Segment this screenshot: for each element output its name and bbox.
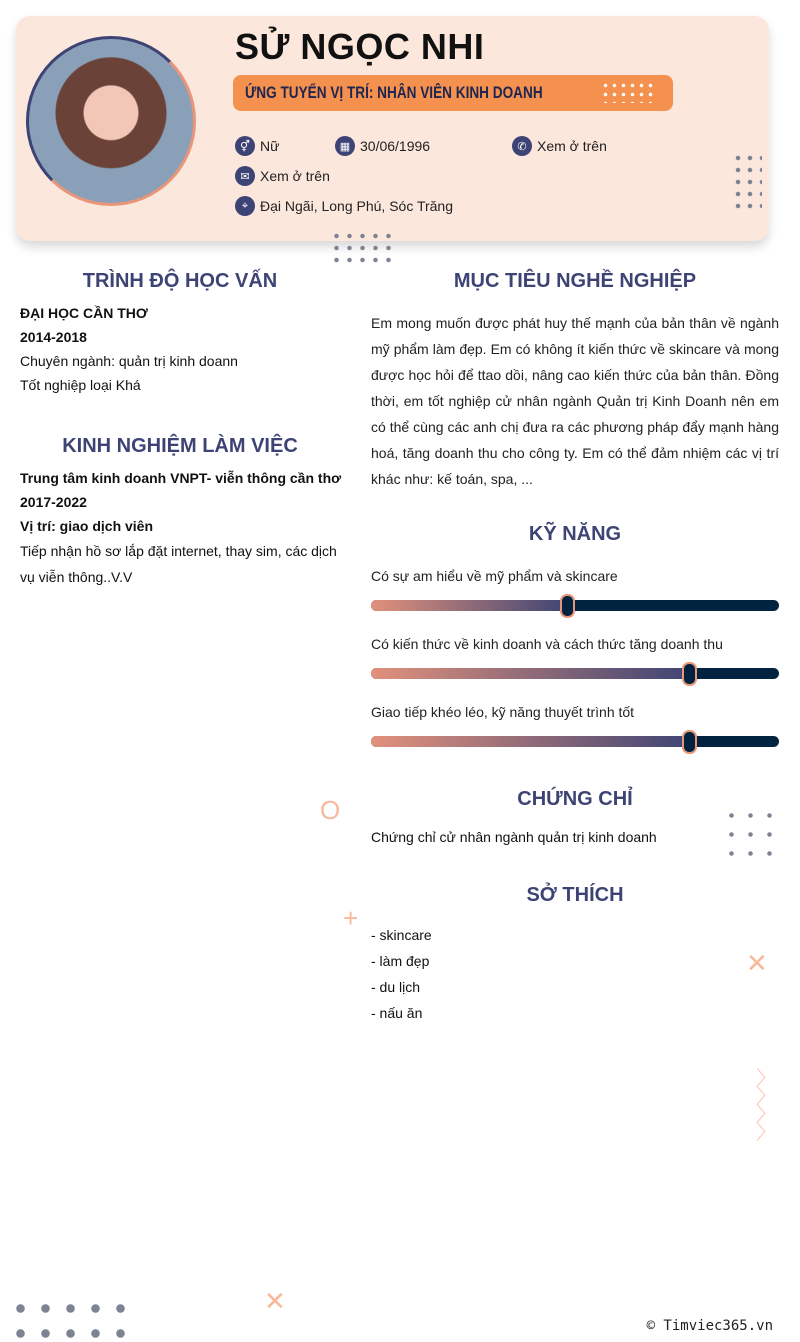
gender-info [235,136,279,156]
dots-decoration [8,1296,133,1340]
certificate-text: Chứng chỉ cử nhân ngành quản trị kinh doanh [371,829,657,845]
hobbies-list [371,922,432,1026]
objective-text: Em mong muốn được phát huy thế mạnh của bản thân về ngành mỹ phẩm làm đẹp. Em có không ít kiến thức về skincare và mong được học hỏi để ttao dồi, nâng cao kiến thức của bản thân. Đồng thời, em tốt nghiệp cử nhân ngành Quản trị Kinh Doanh nên em có thể cùng các anh chị đưa ra các phương pháp đẩy mạnh hàng hoá, tăng doanh thu cho công ty. Em có thể đảm nhiệm các vị trí khác như: kế toán, spa, ... [371,315,779,487]
company: Trung tâm kinh doanh VNPT- viễn thông cần thơ [20,470,342,486]
experience-desc: Tiếp nhận hồ sơ lắp đặt internet, thay sim, các dịch vụ viễn thông..V.V [20,543,337,585]
birthday-text: 30/06/1996 [360,138,431,154]
birthday-info [335,136,430,156]
phone-text: Xem ở trên [537,138,607,154]
education-years: 2014-2018 [20,329,87,345]
gender-icon: ⚥ [235,136,255,156]
skill-bar [371,600,779,611]
skill-bar-fill [371,600,567,611]
certificates-title: CHỨNG CHỈ [517,788,633,810]
hobbies-title: SỞ THÍCH [526,884,624,906]
email-text: Xem ở trên [260,168,330,184]
skills-title: KỸ NĂNG [528,523,622,545]
experience-years: 2017-2022 [20,494,87,510]
plus-decoration: + [343,903,359,933]
email-info [235,166,330,186]
education-title: TRÌNH ĐỘ HỌC VẤN [82,270,278,292]
school: ĐẠI HỌC CẦN THƠ [20,305,148,321]
hobby-item: - du lịch [371,979,421,995]
skill-bar-thumb [682,662,697,686]
skill-bar [371,668,779,679]
calendar-icon: ▦ [335,136,355,156]
skill-label: Giao tiếp khéo léo, kỹ năng thuyết trình tốt [371,704,635,720]
skill-bar-fill [371,736,689,747]
phone-info [512,136,607,156]
grade: Tốt nghiệp loại Khá [20,377,141,393]
hobby-item: - skincare [371,927,432,943]
skill-bar-thumb [560,594,575,618]
circle-decoration: O [320,795,341,825]
skill-label: Có sự am hiểu về mỹ phẩm và skincare [371,568,618,584]
email-icon: ✉ [235,166,255,186]
zigzag-decoration: 〉 〉 〉 〉 [756,1068,776,1144]
dots-decoration [732,152,762,210]
objective-title: MỤC TIÊU NGHỀ NGHIỆP [453,270,697,292]
candidate-name: SỬ NGỌC NHI [235,26,485,67]
gender-text: Nữ [260,138,280,154]
role: Vị trí: giao dịch viên [20,518,154,534]
hobby-item: - làm đẹp [371,953,430,969]
position-text: ỨNG TUYỂN VỊ TRÍ: NHÂN VIÊN KINH DOANH [245,83,543,102]
dots-decoration [601,81,655,103]
hobby-item: - nấu ăn [371,1005,423,1021]
skill-bar-fill [371,668,689,679]
education-details [20,301,238,397]
cross-decoration: ✕ [746,948,768,978]
skill-bar [371,736,779,747]
avatar [26,36,196,206]
experience-details [20,466,350,590]
footer-watermark: © Timviec365.vn [646,1318,773,1334]
skill-bar-thumb [682,730,697,754]
dots-decoration [722,806,786,856]
address-info [235,196,453,216]
position-banner [233,75,673,111]
phone-icon: ✆ [512,136,532,156]
experience-title: KINH NGHIỆM LÀM VIỆC [62,435,298,457]
major: Chuyên ngành: quản trị kinh doann [20,353,238,369]
cross-decoration: ✕ [264,1286,286,1316]
location-pin-icon: ⌖ [235,196,255,216]
skill-label: Có kiến thức về kinh doanh và cách thức tăng doanh thu [371,636,723,652]
dots-decoration [330,230,394,264]
address-text: Đại Ngãi, Long Phú, Sóc Trăng [260,198,454,214]
